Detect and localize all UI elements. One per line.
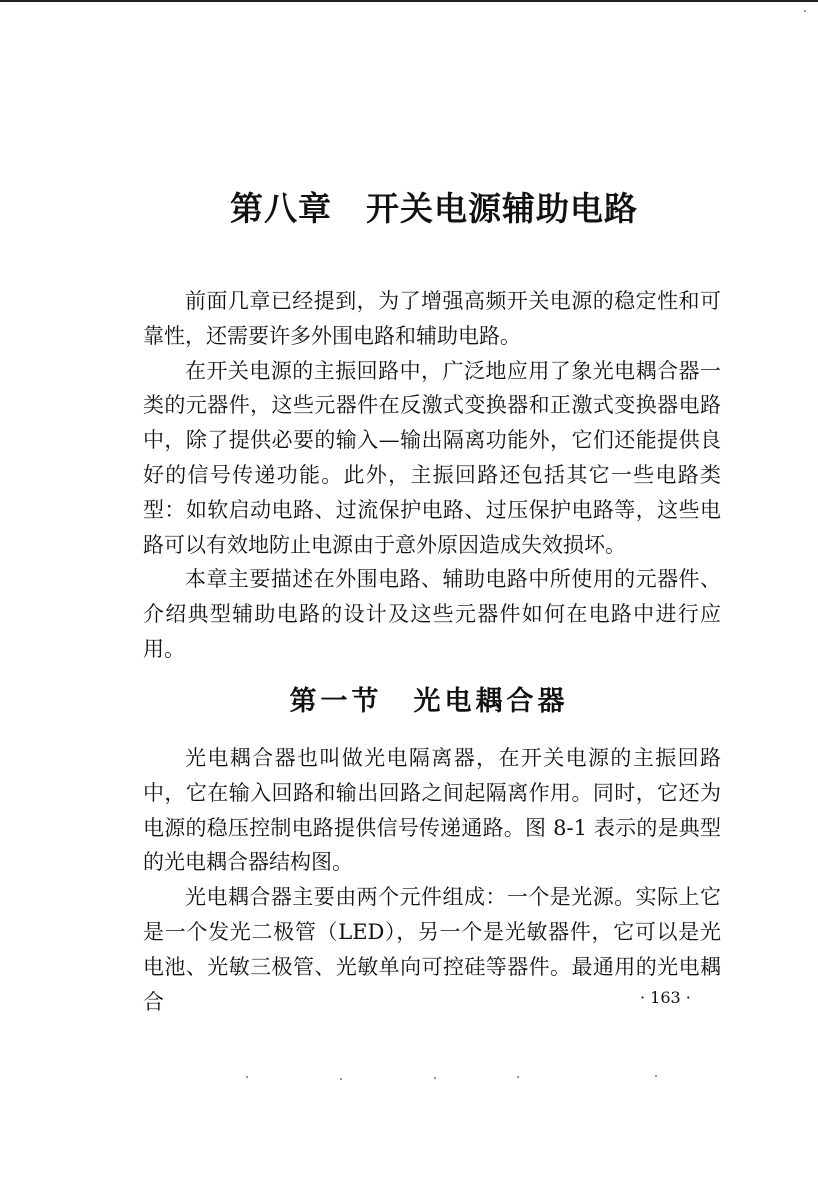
chapter-title: 第八章 开关电源辅助电路 [230, 189, 638, 229]
section-paragraph-2: 光电耦合器主要由两个元件组成：一个是光源。实际上它是一个发光二极管（LED），另一个是光敏器件，它可以是光电池、光敏三极管、光敏单向可控硅等器件。最通用的光电耦合 [143, 885, 721, 1014]
scan-speck [246, 1076, 248, 1078]
intro-paragraph-1: 前面几章已经提到，为了增强高频开关电源的稳定性和可靠性，还需要许多外围电路和辅助电路。 [143, 289, 721, 348]
intro-paragraph-2: 在开关电源的主振回路中，广泛地应用了象光电耦合器一类的元器件，这些元器件在反激式变换器和正激式变换器电路中，除了提供必要的输入—输出隔离功能外，它们还能提供良好的信号传递功能。此外，主振回路还包括其它一些电路类型：如软启动电路、过流保护电路、过压保护电路等，这些电路可以有效地防止电源由于意外原因造成失效损坏。 [143, 358, 721, 557]
scan-speck [517, 1076, 519, 1078]
page-number: · 163 · [640, 988, 691, 1007]
section-title: 第一节 光电耦合器 [289, 686, 569, 718]
intro-text [143, 284, 721, 667]
scan-speck [804, 10, 806, 12]
section-text [143, 741, 721, 1019]
section-paragraph-1: 光电耦合器也叫做光电隔离器，在开关电源的主振回路中，它在输入回路和输出回路之间起隔离作用。同时，它还为电源的稳压控制电路提供信号传递通路。图 8-1 表示的是典型的光电耦合器结构图。 [143, 746, 721, 875]
scan-speck [655, 1075, 657, 1077]
scan-speck [340, 1078, 342, 1080]
scan-speck [434, 1077, 436, 1079]
top-border-rule [0, 0, 818, 2]
intro-paragraph-3: 本章主要描述在外围电路、辅助电路中所使用的元器件、介绍典型辅助电路的设计及这些元器件如何在电路中进行应用。 [143, 567, 721, 661]
